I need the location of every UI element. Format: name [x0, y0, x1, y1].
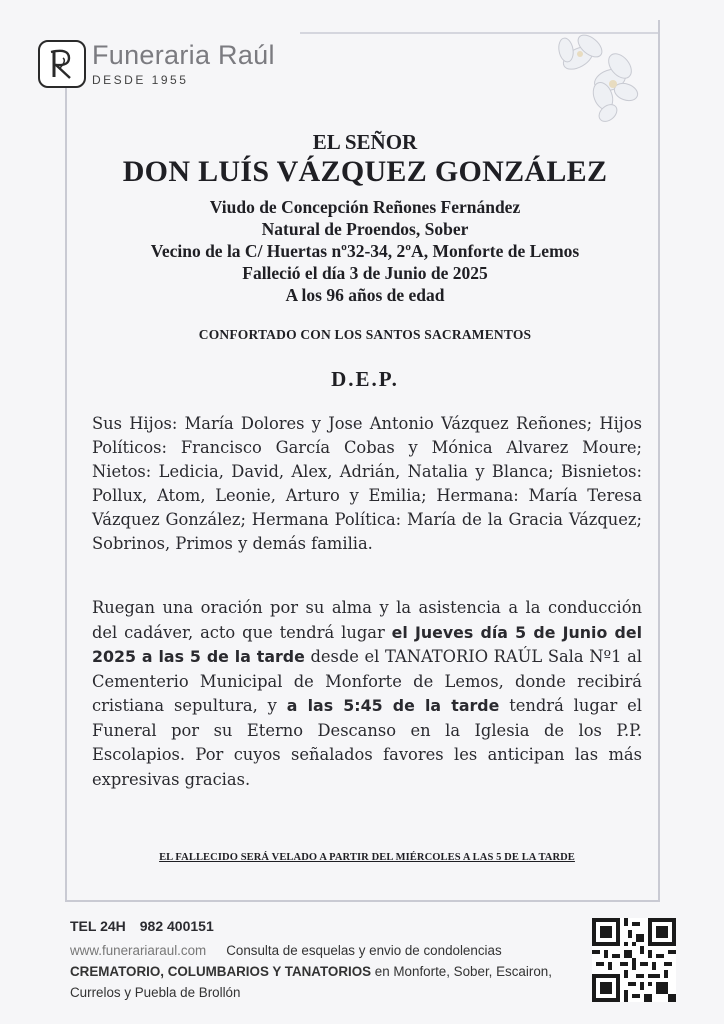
funeral-time: a las 5:45 de la tarde	[286, 696, 500, 715]
footer-description: Consulta de esquelas y envio de condolencias	[226, 943, 502, 958]
logo-since: DESDE 1955	[92, 73, 189, 87]
funeral-home-logo	[38, 40, 275, 88]
qr-code-icon[interactable]	[592, 918, 676, 1002]
family-paragraph: Sus Hijos: María Dolores y Jose Antonio Vázquez Reñones; Hijos Políticos: Francisco García Cobas y Mónica Alvarez Moure; Nietos: Ledicia, David, Alex, Adrián, Natalia y Blanca; Bisnietos: Pollux, Atom, Leonie, Arturo y Emilia; Hermana: María Teresa Vázquez González; Hermana Política: María de la Gracia Vázquez; Sobrinos, Primos y demás familia.	[92, 414, 642, 553]
wake-notice: EL FALLECIDO SERÁ VELADO A PARTIR DEL MIÉRCOLES A LAS 5 DE LA TARDE	[159, 852, 575, 863]
detail-line: Falleció el día 3 de Junio de 2025	[242, 263, 488, 283]
ceremony-text: Ruegan una oración por su alma y la asistencia a la conducción del cadáver, acto que tendrá lugar	[92, 598, 642, 642]
footer-locations: en Monforte, Sober, Escairon, Currelos y Puebla de Brollón	[70, 964, 552, 1000]
footer-services: CREMATORIO, COLUMBARIOS Y TANATORIOS	[70, 964, 372, 979]
footer-text	[70, 940, 570, 1003]
sacraments-line: CONFORTADO CON LOS SANTOS SACRAMENTOS	[198, 327, 532, 342]
deceased-name: DON LUÍS VÁZQUEZ GONZÁLEZ	[122, 155, 608, 188]
logo-monogram-icon	[38, 40, 86, 88]
ceremony-paragraph	[92, 596, 642, 792]
frame-left-line	[65, 70, 67, 902]
detail-line: Vecino de la C/ Huertas nº32-34, 2ºA, Monforte de Lemos	[150, 241, 580, 261]
deceased-details	[90, 196, 640, 306]
dep-line: D.E.P.	[331, 367, 399, 391]
detail-line: A los 96 años de edad	[285, 285, 445, 305]
ceremony-text: desde el TANATORIO RAÚL Sala Nº1 al Cementerio Municipal de Monforte de Lemos, donde recibirá cristiana sepultura, y	[92, 647, 642, 715]
flower-decoration-icon	[548, 28, 648, 128]
website-link[interactable]: www.funerariaraul.com	[70, 943, 207, 958]
frame-bottom-line	[65, 900, 660, 902]
ceremony-date: el Jueves día 5 de Junio del 2025 a las 5 de la tarde	[92, 622, 642, 666]
notice-title: EL SEÑOR	[312, 130, 418, 154]
detail-line: Viudo de Concepción Reñones Fernández	[209, 197, 521, 217]
ceremony-text: tendrá lugar el Funeral por su Eterno Descanso en la Iglesia de los P.P. Escolapios. Por cuyos señalados favores les anticipan las más expresivas gracias.	[92, 696, 642, 789]
detail-line: Natural de Proendos, Sober	[261, 219, 469, 239]
frame-right-line	[658, 20, 660, 900]
phone-label: TEL 24H	[70, 918, 126, 934]
phone-number: 982 400151	[139, 918, 214, 934]
phone-line	[70, 918, 570, 934]
footer	[70, 918, 570, 1000]
logo-name: Funeraria Raúl	[92, 40, 275, 70]
